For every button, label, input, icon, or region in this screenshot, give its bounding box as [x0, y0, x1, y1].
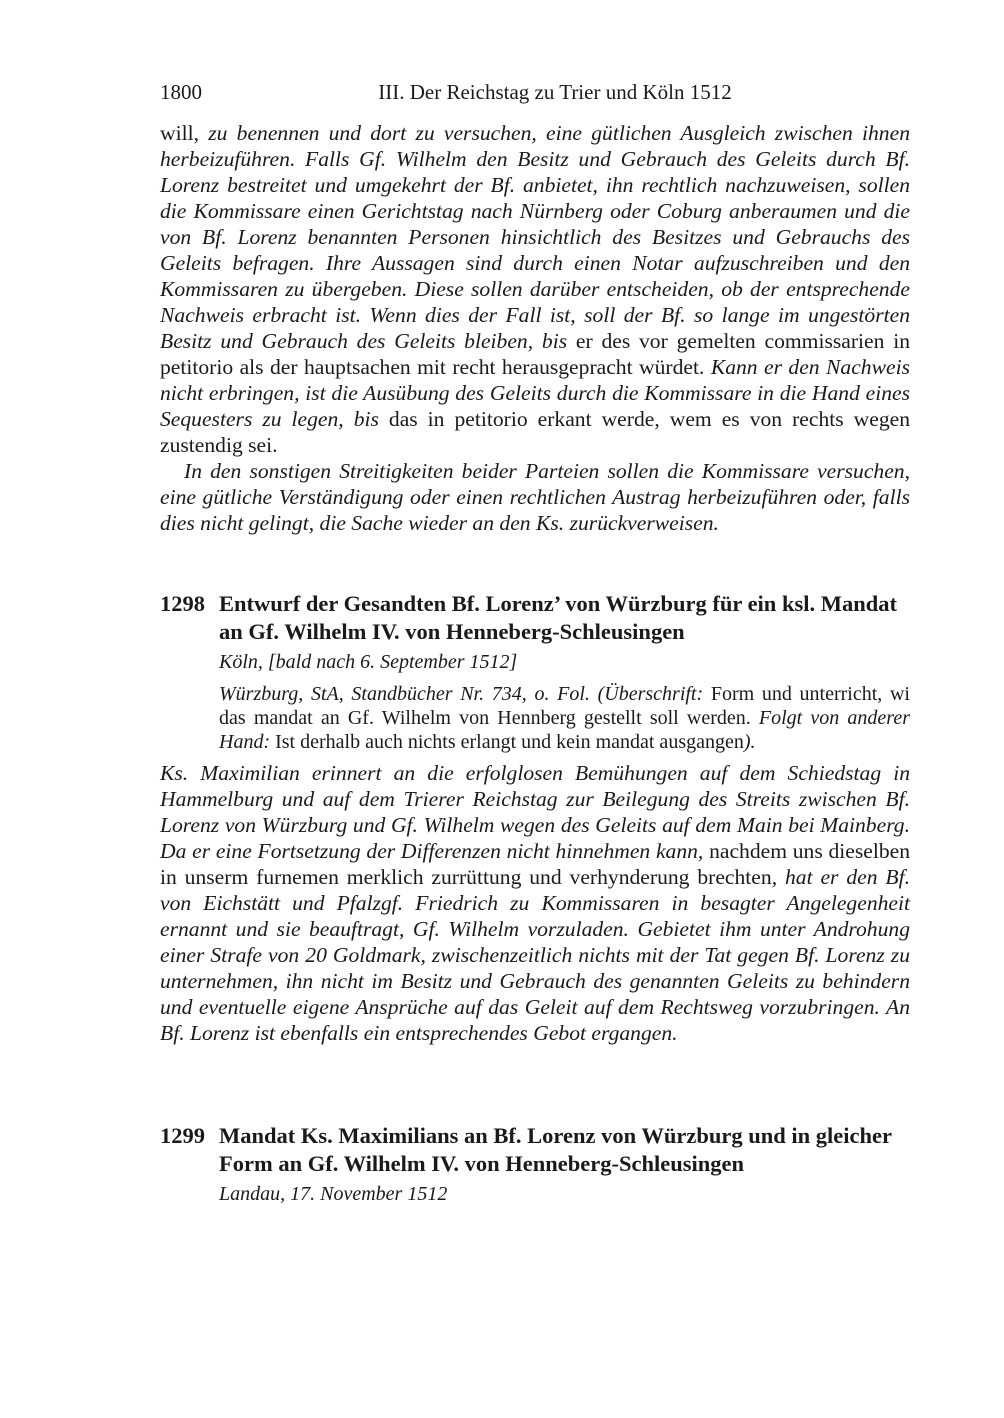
- text-run: er des vor gemelten commissarien in petitorio als der hauptsachen mit recht herausgepracht würdet.: [160, 329, 910, 379]
- source-run-italic: ).: [743, 731, 756, 753]
- source-run: Form und unterricht, wi das mandat an Gf. Wilhelm von Hennberg gestellt soll werden.: [219, 683, 910, 729]
- summary-run: nachdem uns dieselben in unserm furnemen merklich zurrüttung und verhynderung brechten: [160, 839, 910, 889]
- continuation-paragraph: [160, 120, 910, 458]
- continuation-text: [160, 120, 910, 536]
- entry-title: Mandat Ks. Maximilians an Bf. Lorenz von Würzburg und in gleicher Form an Gf. Wilhelm IV. von Henneberg-Schleusingen: [219, 1123, 892, 1176]
- entry-number: 1299: [160, 1123, 205, 1148]
- page-number: 1800: [160, 80, 202, 104]
- text-run-italic: , zu benennen und dort zu versuchen, eine gütlichen Ausgleich zwischen ihnen herbeizuführen. Falls Gf. Wilhelm den Besitz und Gebrauch des Geleits durch Bf. Lorenz bestreitet und umgekehrt der Bf. anbietet, ihn rechtlich nachzuweisen, sollen die Kommissare einen Gerichtstag nach Nürnberg oder Coburg anberaumen und die von Bf. Lorenz benannten Personen hinsichtlich des Besitzes und Gebrauchs des Geleits befragen. Ihre Aussagen sind durch einen Notar aufzuschreiben und den Kommissaren zu übergeben. Diese sollen darüber entscheiden, ob der entsprechende Nachweis erbracht ist. Wenn dies der Fall ist, soll der Bf. so lange im ungestörten Besitz und Gebrauch des Geleits bleiben, bis: [160, 121, 910, 353]
- closing-paragraph: In den sonstigen Streitigkeiten beider Parteien sollen die Kommissare versuchen, eine gütliche Verständigung oder einen rechtlichen Austrag herbeizuführen oder, falls dies nicht gelingt, die Sache wieder an den Ks. zurückverweisen.: [160, 459, 910, 535]
- source-run-italic: Folgt von anderer Hand:: [219, 707, 910, 753]
- entry-date: Köln, [bald nach 6. September 1512]: [219, 651, 518, 673]
- source-run: Ist derhalb auch nichts erlangt und kein mandat ausgangen: [270, 731, 744, 753]
- running-head-title: III. Der Reichstag zu Trier und Köln 1512: [378, 80, 732, 104]
- running-head: [160, 80, 910, 106]
- text-run-italic: Kann er den Nachweis nicht erbringen, ist die Ausübung des Geleits durch die Kommissare in die Hand eines Sequesters zu legen, bis: [160, 355, 910, 431]
- entry-summary: [160, 760, 910, 1046]
- entry-source: [219, 682, 910, 754]
- summary-run-italic: , hat er den Bf. von Eichstätt und Pfalzgf. Friedrich zu Kommissaren in besagter Angelegenheit ernannt und sie beauftragt, Gf. Wilhelm vorzuladen. Gebietet ihm unter Androhung einer Strafe von 20 Goldmark, zwischenzeitlich nichts mit der Tat gegen Bf. Lorenz zu unternehmen, ihn nicht im Besitz und Gebrauch des genannten Geleits zu behindern und eventuelle eigene Ansprüche auf das Geleit auf dem Rechtsweg vorzubringen. An Bf. Lorenz ist ebenfalls ein entsprechendes Gebot ergangen.: [160, 865, 910, 1045]
- text-run: das in petitorio erkant werde, wem es von rechts wegen zustendig sei.: [160, 407, 910, 457]
- summary-paragraph: [160, 760, 910, 1046]
- entry-date: Landau, 17. November 1512: [219, 1183, 448, 1205]
- entry-title: Entwurf der Gesandten Bf. Lorenz’ von Würzburg für ein ksl. Mandat an Gf. Wilhelm IV. von Henneberg-Schleusingen: [219, 591, 897, 644]
- text-run: will: [160, 121, 194, 145]
- summary-run-italic: Ks. Maximilian erinnert an die erfolglosen Bemühungen auf dem Schiedstag in Hammelburg und auf dem Trierer Reichstag zur Beilegung des Streits zwischen Bf. Lorenz von Würzburg und Gf. Wilhelm wegen des Geleits auf dem Main bei Mainberg. Da er eine Fortsetzung der Differenzen nicht hinnehmen kann,: [160, 761, 910, 863]
- entry-number: 1298: [160, 591, 205, 616]
- source-run-italic: Würzburg, StA, Standbücher Nr. 734, o. Fol. (Überschrift:: [219, 683, 704, 705]
